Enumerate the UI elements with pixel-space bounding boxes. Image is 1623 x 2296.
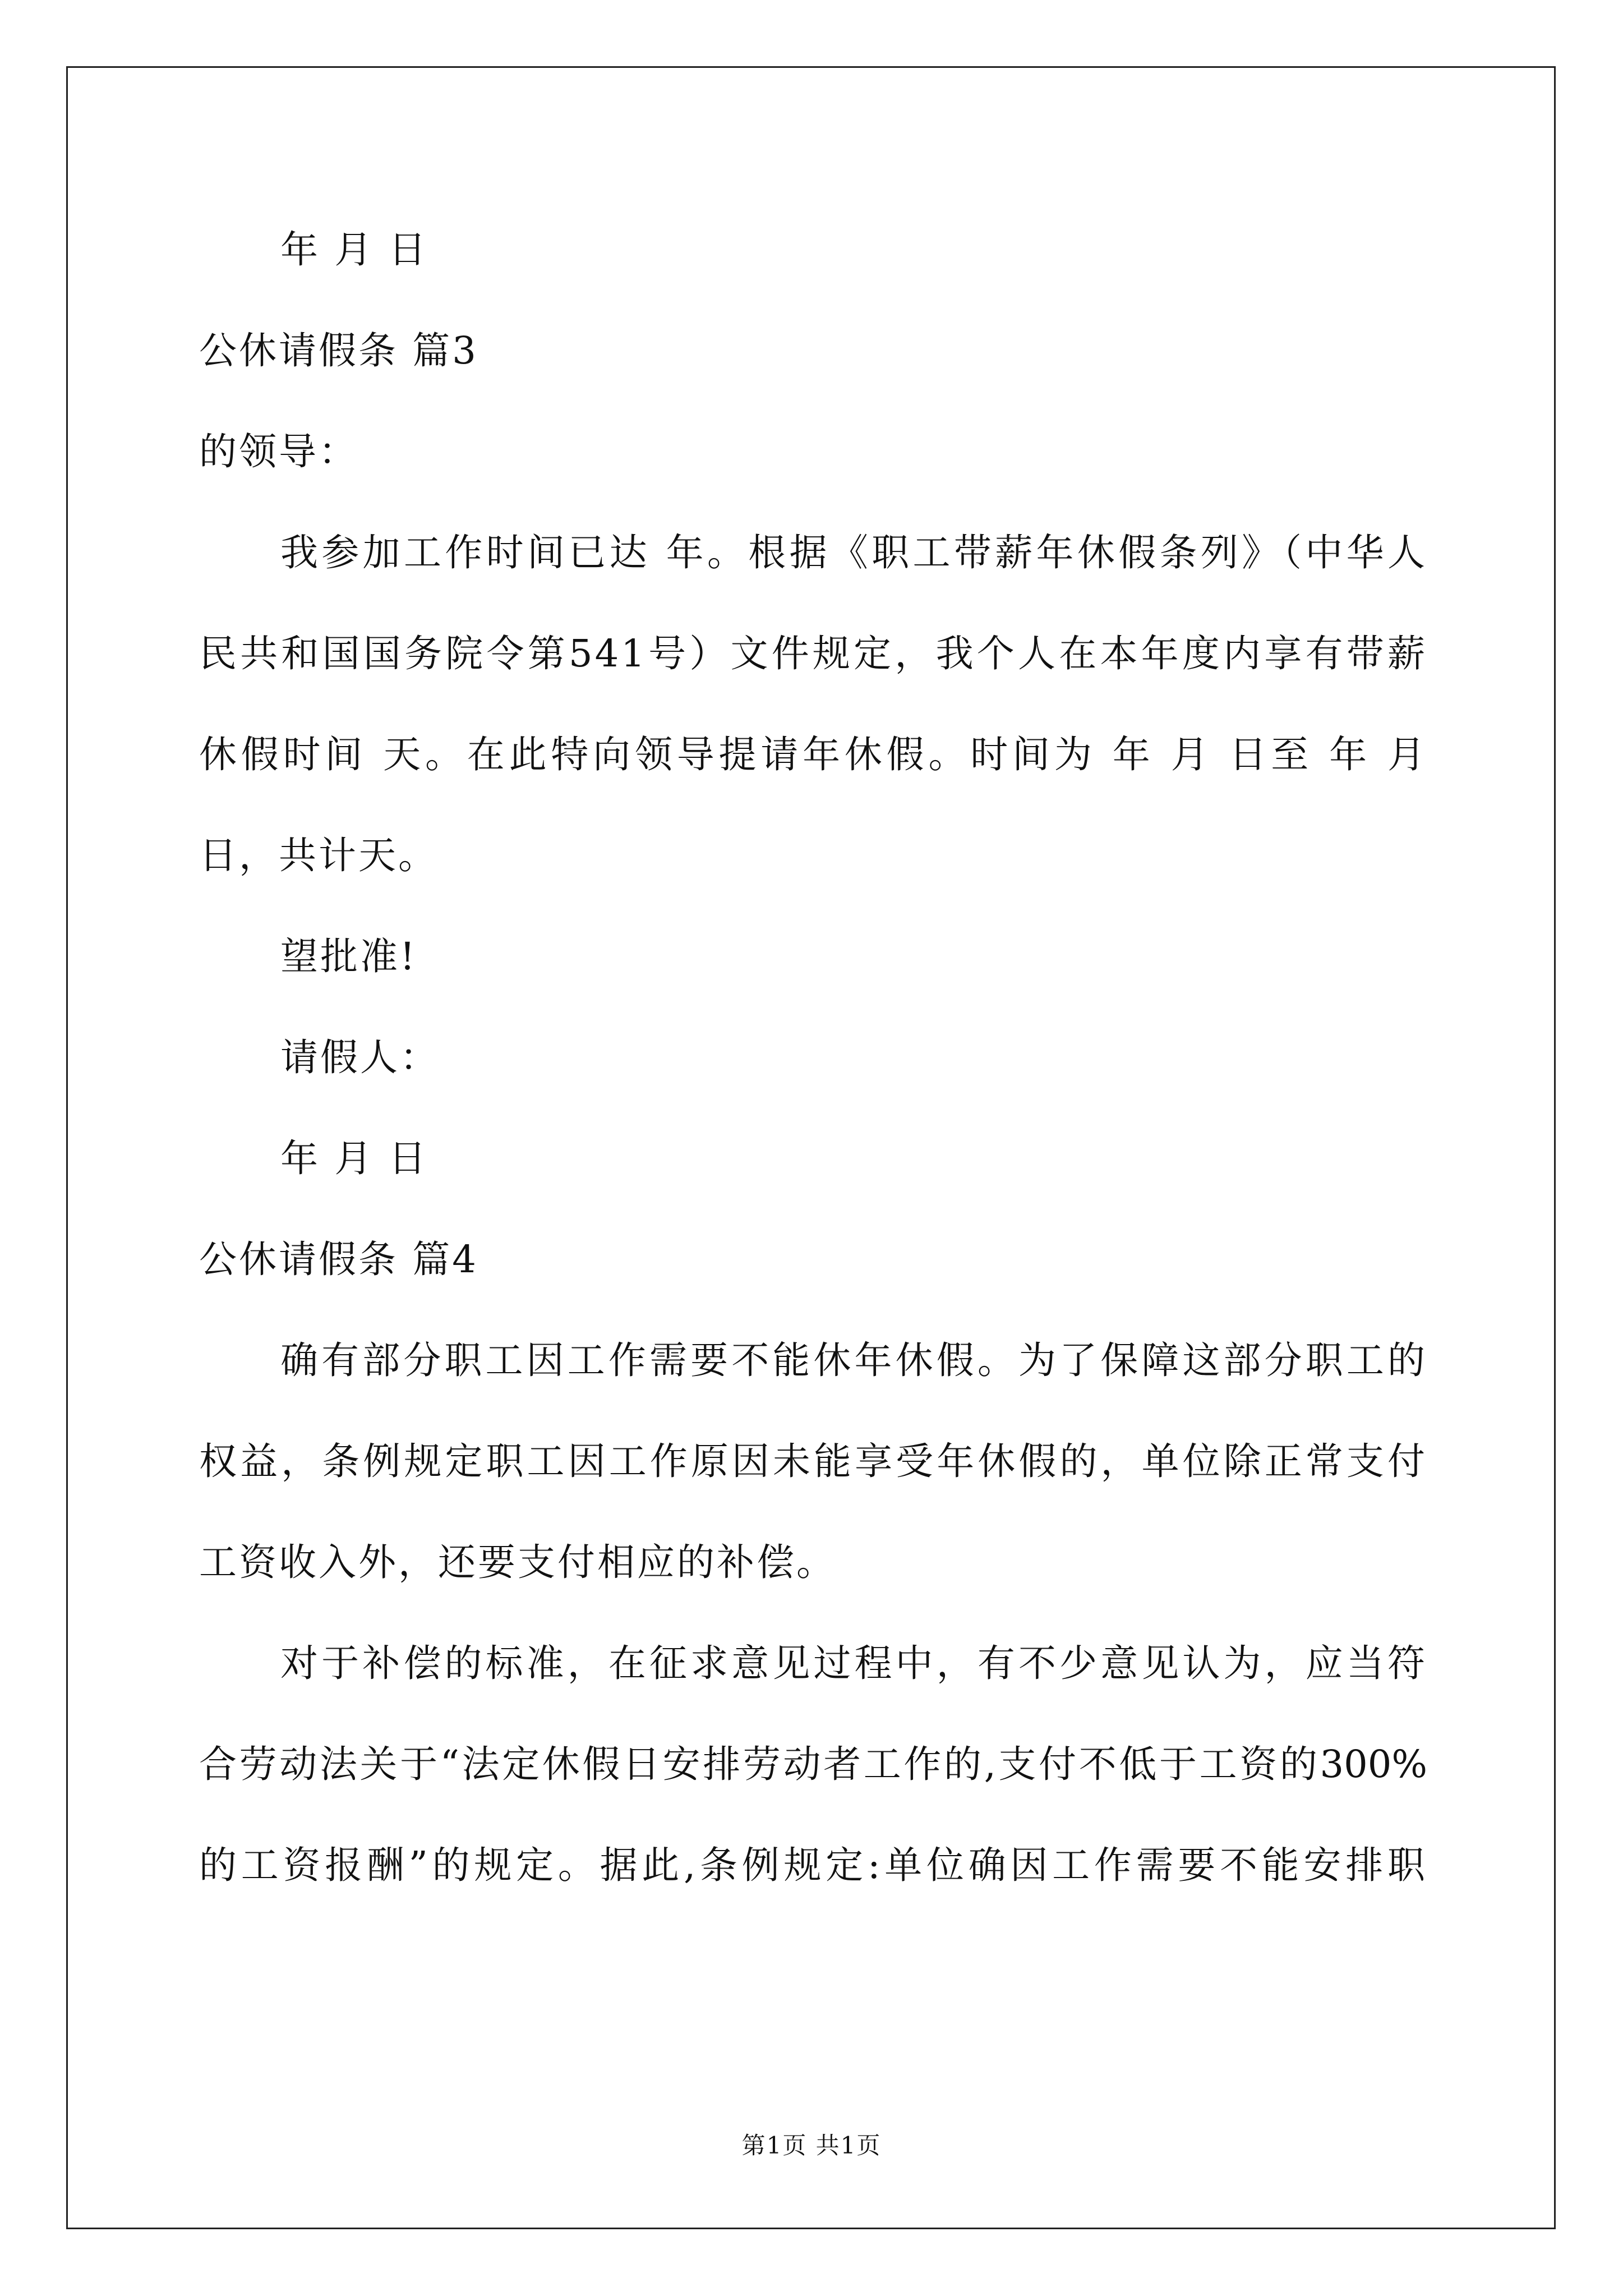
page-number: 第1页 共1页	[741, 2132, 882, 2159]
section-heading-4: 公休请假条 篇4	[199, 1237, 478, 1281]
paragraph-line: 工资收入外，还要支付相应的补偿。	[199, 1540, 836, 1584]
paragraph-line: 日，共计天。	[199, 834, 438, 877]
paragraph-line: 对于补偿的标准，在征求意见过程中，有不少意见认为，应当符	[280, 1641, 1427, 1685]
paragraph-line: 民共和国国务院令第541号）文件规定，我个人在本年度内享有带薪	[199, 632, 1427, 675]
paragraph-line: 休假时间 天。在此特向领导提请年休假。时间为 年 月 日至 年 月	[199, 733, 1427, 776]
paragraph-line: 确有部分职工因工作需要不能休年休假。为了保障这部分职工的	[280, 1338, 1427, 1382]
salutation: 的领导：	[199, 430, 358, 473]
date-line-2: 年 月 日	[280, 1137, 428, 1180]
paragraph-line: 合劳动法关于“法定休假日安排劳动者工作的,支付不低于工资的300%	[199, 1742, 1427, 1786]
paragraph-line: 权益，条例规定职工因工作原因未能享受年休假的，单位除正常支付	[199, 1439, 1427, 1483]
approval-request: 望批准!	[280, 935, 417, 978]
section-heading-3: 公休请假条 篇3	[199, 329, 478, 372]
date-line-1: 年 月 日	[280, 228, 428, 272]
paragraph-line: 我参加工作时间已达 年。根据《职工带薪年休假条列》（中华人	[280, 531, 1427, 574]
applicant-label: 请假人：	[280, 1036, 440, 1079]
paragraph-line: 的工资报酬”的规定。据此,条例规定:单位确因工作需要不能安排职	[199, 1843, 1427, 1887]
